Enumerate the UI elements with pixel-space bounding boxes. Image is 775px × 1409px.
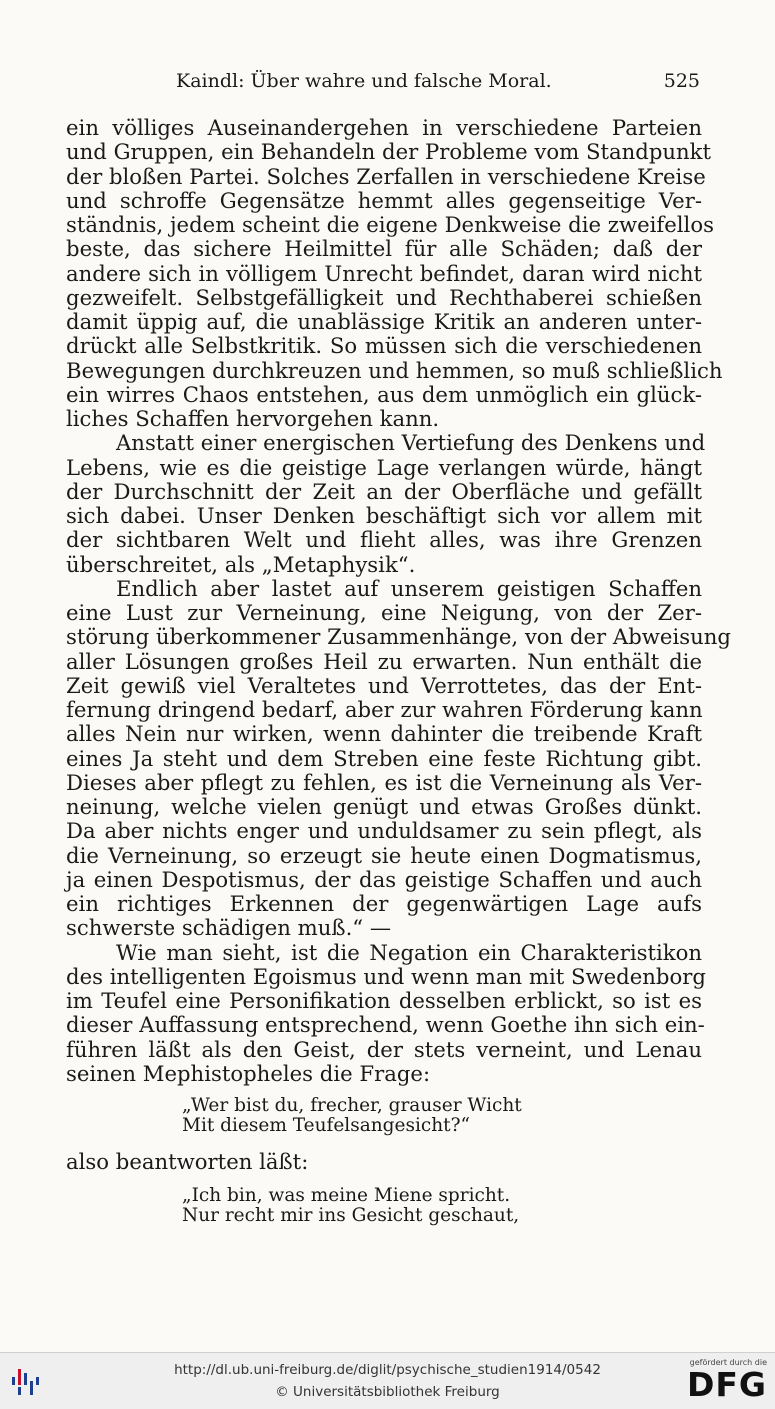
text-line: und Gruppen, ein Behandeln der Probleme vom Standpunkt	[66, 139, 712, 165]
text-line: im Teufel eine Personifikation desselben erblickt, so ist es	[66, 988, 702, 1013]
text-line: ein völliges Auseinandergehen in verschiedene Parteien	[66, 115, 702, 140]
text-line: also beantworten läßt:	[66, 1149, 309, 1174]
text-line: drückt alle Selbstkritik. So müssen sich die verschiedenen	[66, 333, 702, 359]
text-line: beste, das sichere Heilmittel für alle Schäden; daß der	[66, 236, 702, 262]
text-line: Lebens, wie es die geistige Lage verlangen würde, hängt	[66, 454, 702, 480]
text-line: störung überkommener Zusammenhänge, von der Abweisung	[66, 624, 731, 650]
text-line: neinung, welche vielen genügt und etwas Großes dünkt.	[66, 794, 702, 819]
text-line: und schroffe Gegensätze hemmt alles gegenseitige Ver-	[66, 187, 702, 213]
header-title: Kaindl: Über wahre und falsche Moral.	[176, 70, 552, 92]
text-line: Zeit gewiß viel Veraltetes und Verrottetes, das der Ent-	[66, 672, 702, 698]
text-line: schwerste schädigen muß.“ —	[66, 915, 392, 941]
text-line: eine Lust zur Verneinung, eine Neigung, von der Zer-	[66, 600, 702, 625]
paragraph-1	[66, 115, 723, 431]
text-line: andere sich in völligem Unrecht befindet, daran wird nicht	[66, 260, 702, 286]
text-line: seinen Mephistopheles die Frage:	[66, 1060, 431, 1086]
text-line: ja einen Despotismus, der das geistige Schaffen und auch	[66, 866, 702, 892]
verse-quote-2	[182, 1186, 519, 1226]
text-line: ein richtiges Erkennen der gegenwärtigen Lage aufs	[66, 891, 702, 916]
text-line: fernung dringend bedarf, aber zur wahren Förderung kann	[66, 697, 703, 722]
text-line: die Verneinung, so erzeugt sie heute einen Dogmatismus,	[66, 842, 702, 868]
verse-line: „Ich bin, was meine Miene spricht.	[182, 1185, 511, 1206]
text-line: dieser Auffassung entsprechend, wenn Goethe ihn sich ein-	[66, 1012, 705, 1038]
text-line: ein wirres Chaos entstehen, aus dem unmöglich ein glück-	[66, 381, 702, 407]
permalink-url[interactable]: http://dl.ub.uni-freiburg.de/diglit/psychische_studien1914/0542	[174, 1362, 601, 1378]
text-line: Anstatt einer energischen Vertiefung des Denkens und	[116, 430, 706, 456]
text-line: gezweifelt. Selbstgefälligkeit und Rechthaberei schießen	[66, 284, 702, 310]
text-line: eines Ja steht und dem Streben eine feste Richtung gibt.	[66, 745, 702, 771]
paragraph-2	[66, 430, 706, 577]
copyright-notice: © Universitätsbibliothek Freiburg	[275, 1384, 500, 1400]
text-line: sich dabei. Unser Denken beschäftigt sich vor allem mit	[66, 503, 702, 528]
body-text	[66, 115, 731, 1086]
text-line: überschreitet, als „Metaphysik“.	[66, 551, 416, 577]
text-line: der Durchschnitt der Zeit an der Oberfläche und gefällt	[66, 478, 702, 504]
running-header	[66, 70, 700, 96]
text-line: der bloßen Partei. Solches Zerfallen in verschiedene Kreise	[66, 163, 706, 189]
text-line: ständnis, jedem scheint die eigene Denkweise die zweifellos	[66, 212, 714, 237]
verse-line: Mit diesem Teufelsangesicht?“	[182, 1115, 470, 1136]
paragraph-4	[66, 939, 706, 1087]
text-line: alles Nein nur wirken, wenn dahinter die treibende Kraft	[66, 721, 702, 747]
text-line: Wie man sieht, ist die Negation ein Charakteristikon	[116, 939, 702, 965]
viewer-footer	[0, 1352, 775, 1409]
verse-quote-1	[182, 1096, 522, 1136]
text-line: Bewegungen durchkreuzen und hemmen, so muß schließlich	[66, 357, 723, 383]
text-line: führen läßt als den Geist, der stets verneint, und Lenau	[66, 1036, 702, 1062]
text-line: liches Schaffen hervorgehen kann.	[66, 406, 440, 431]
text-line: des intelligenten Egoismus und wenn man mit Swedenborg	[66, 963, 706, 989]
dfg-logo[interactable]: DFG	[686, 1365, 767, 1404]
paragraph-3	[66, 575, 731, 941]
text-line: damit üppig auf, die unablässige Kritik an anderen unter-	[66, 309, 702, 334]
text-line: der sichtbaren Welt und flieht alles, was ihre Grenzen	[66, 527, 702, 553]
text-line: Da aber nichts enger und unduldsamer zu sein pflegt, als	[66, 818, 702, 844]
page-number: 525	[663, 70, 700, 92]
verse-line: „Wer bist du, frecher, grauser Wicht	[182, 1095, 522, 1116]
text-line: aller Lösungen großes Heil zu erwarten. Nun enthält die	[66, 648, 702, 674]
dfg-caption: gefördert durch die	[689, 1358, 767, 1367]
text-line: Dieses aber pflegt zu fehlen, es ist die Verneinung als Ver-	[66, 769, 702, 795]
verse-line: Nur recht mir ins Gesicht geschaut,	[182, 1205, 520, 1226]
text-line: Endlich aber lastet auf unserem geistigen Schaffen	[116, 575, 702, 601]
